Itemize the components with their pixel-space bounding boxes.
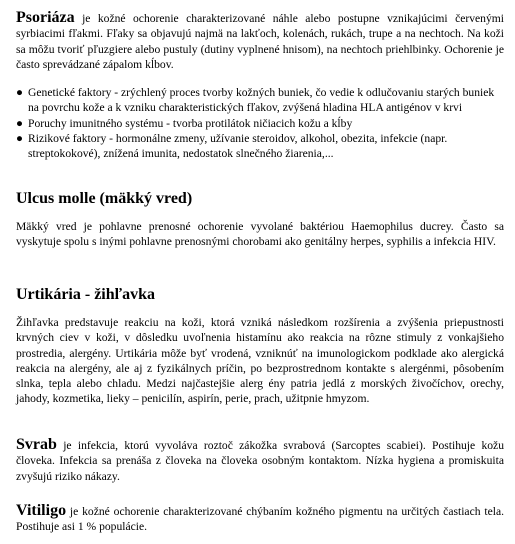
ulcus-title: Ulcus molle (mäkký vred): [16, 190, 193, 207]
psoriaza-text: je kožné ochorenie charakterizované náhle alebo postupne vznikajúcimi červenými syrbiacimi fľakmi. Fľaky sa objavujú najmä na lakťoch, kolenách, rukách, trupe a na nechtoch. Na koži sa môžu tvoriť pľuzgiere alebo pustuly (dutiny vyplnené hnisom), na nechtoch priehlbinky. Ochorenie je často sprevádzané zápalom kĺbov.: [16, 12, 504, 71]
psoriaza-title: Psoriáza: [16, 9, 75, 26]
urtikaria-section: [16, 285, 504, 407]
psoriaza-bullet-2: [16, 116, 504, 131]
bullet-dot: ●: [16, 132, 24, 146]
bullet-dot: ●: [16, 86, 24, 100]
svrab-title: Svrab: [16, 436, 57, 453]
ulcus-text: Mäkký vred je pohlavne prenosné ochorenie vyvolané baktériou Haemophilus ducrey. Často sa vyskytuje spolu s inými pohlavne prenosnými chorobami ako genitálny herpes, syphilis a infekcia HIV.: [16, 220, 504, 249]
vitiligo-title: Vitiligo: [16, 502, 67, 519]
psoriaza-bullet-1: [16, 85, 504, 116]
psoriaza-section: [16, 10, 504, 162]
vitiligo-text: je kožné ochorenie charakterizované chýbaním kožného pigmentu na určitých častiach tela. Postihuje asi 1 % populácie.: [16, 505, 504, 534]
bullet-dot: ●: [16, 116, 24, 130]
psoriaza-intro: [16, 10, 504, 72]
psoriaza-bullet-3: [16, 131, 504, 162]
vitiligo-paragraph: [16, 503, 504, 535]
svrab-text: je infekcia, ktorú vyvoláva roztoč zákožka svrabová (Sarcoptes scabiei). Postihuje kožu človeka. Infekcia sa prenáša z človeka na človeka osobným kontaktom. Nízka hygiena a promiskuita zvyšujú riziko nákazy.: [16, 439, 504, 483]
urtikaria-title: Urtikária - žihľavka: [16, 286, 156, 303]
bullet-text: Genetické faktory - zrýchlený proces tvorby kožných buniek, čo vedie k odlučovaniu starých buniek na povrchu kože a k vzniku charakteristických fľakov, zvýšená hladina HLA antigénov v krvi: [28, 86, 495, 115]
ulcus-section: [16, 189, 504, 250]
svrab-section: [16, 437, 504, 484]
vitiligo-section: [16, 503, 504, 535]
svrab-paragraph: [16, 437, 504, 484]
bullet-text: Poruchy imunitného systému - tvorba protilátok ničiacich kožu a kĺby: [28, 116, 353, 130]
bullet-text: Rizikové faktory - hormonálne zmeny, užívanie steroidov, alkohol, obezita, infekcie (napr. streptokokové), znížená imunita, nedostatok slnečného žiarenia,...: [28, 132, 448, 161]
urtikaria-text: Žihľavka predstavuje reakciu na koži, ktorá vzniká následkom rozšírenia a zvýšenia priepustnosti krvných ciev v koži, v dôsledku uvoľnenia histamínu ako reakcia na rôzne stimuly z vonkajšieho prostredia, alergény. Urtikária môže byť vrodená, vzniknúť na imunologickom podklade ako alergická reakcia na alergény, ale aj z fyzikálnych príčin, po bezprostrednom kontakte s alergénmi, pôsobením slnka, tepla alebo chladu. Medzi najčastejšie alerg ény patria jedlá z morských živočíchov, orechy, jahody, kozmetika, lieky – penicilín, aspirín, perie, prach, užitpnie hmyzom.: [16, 316, 504, 406]
